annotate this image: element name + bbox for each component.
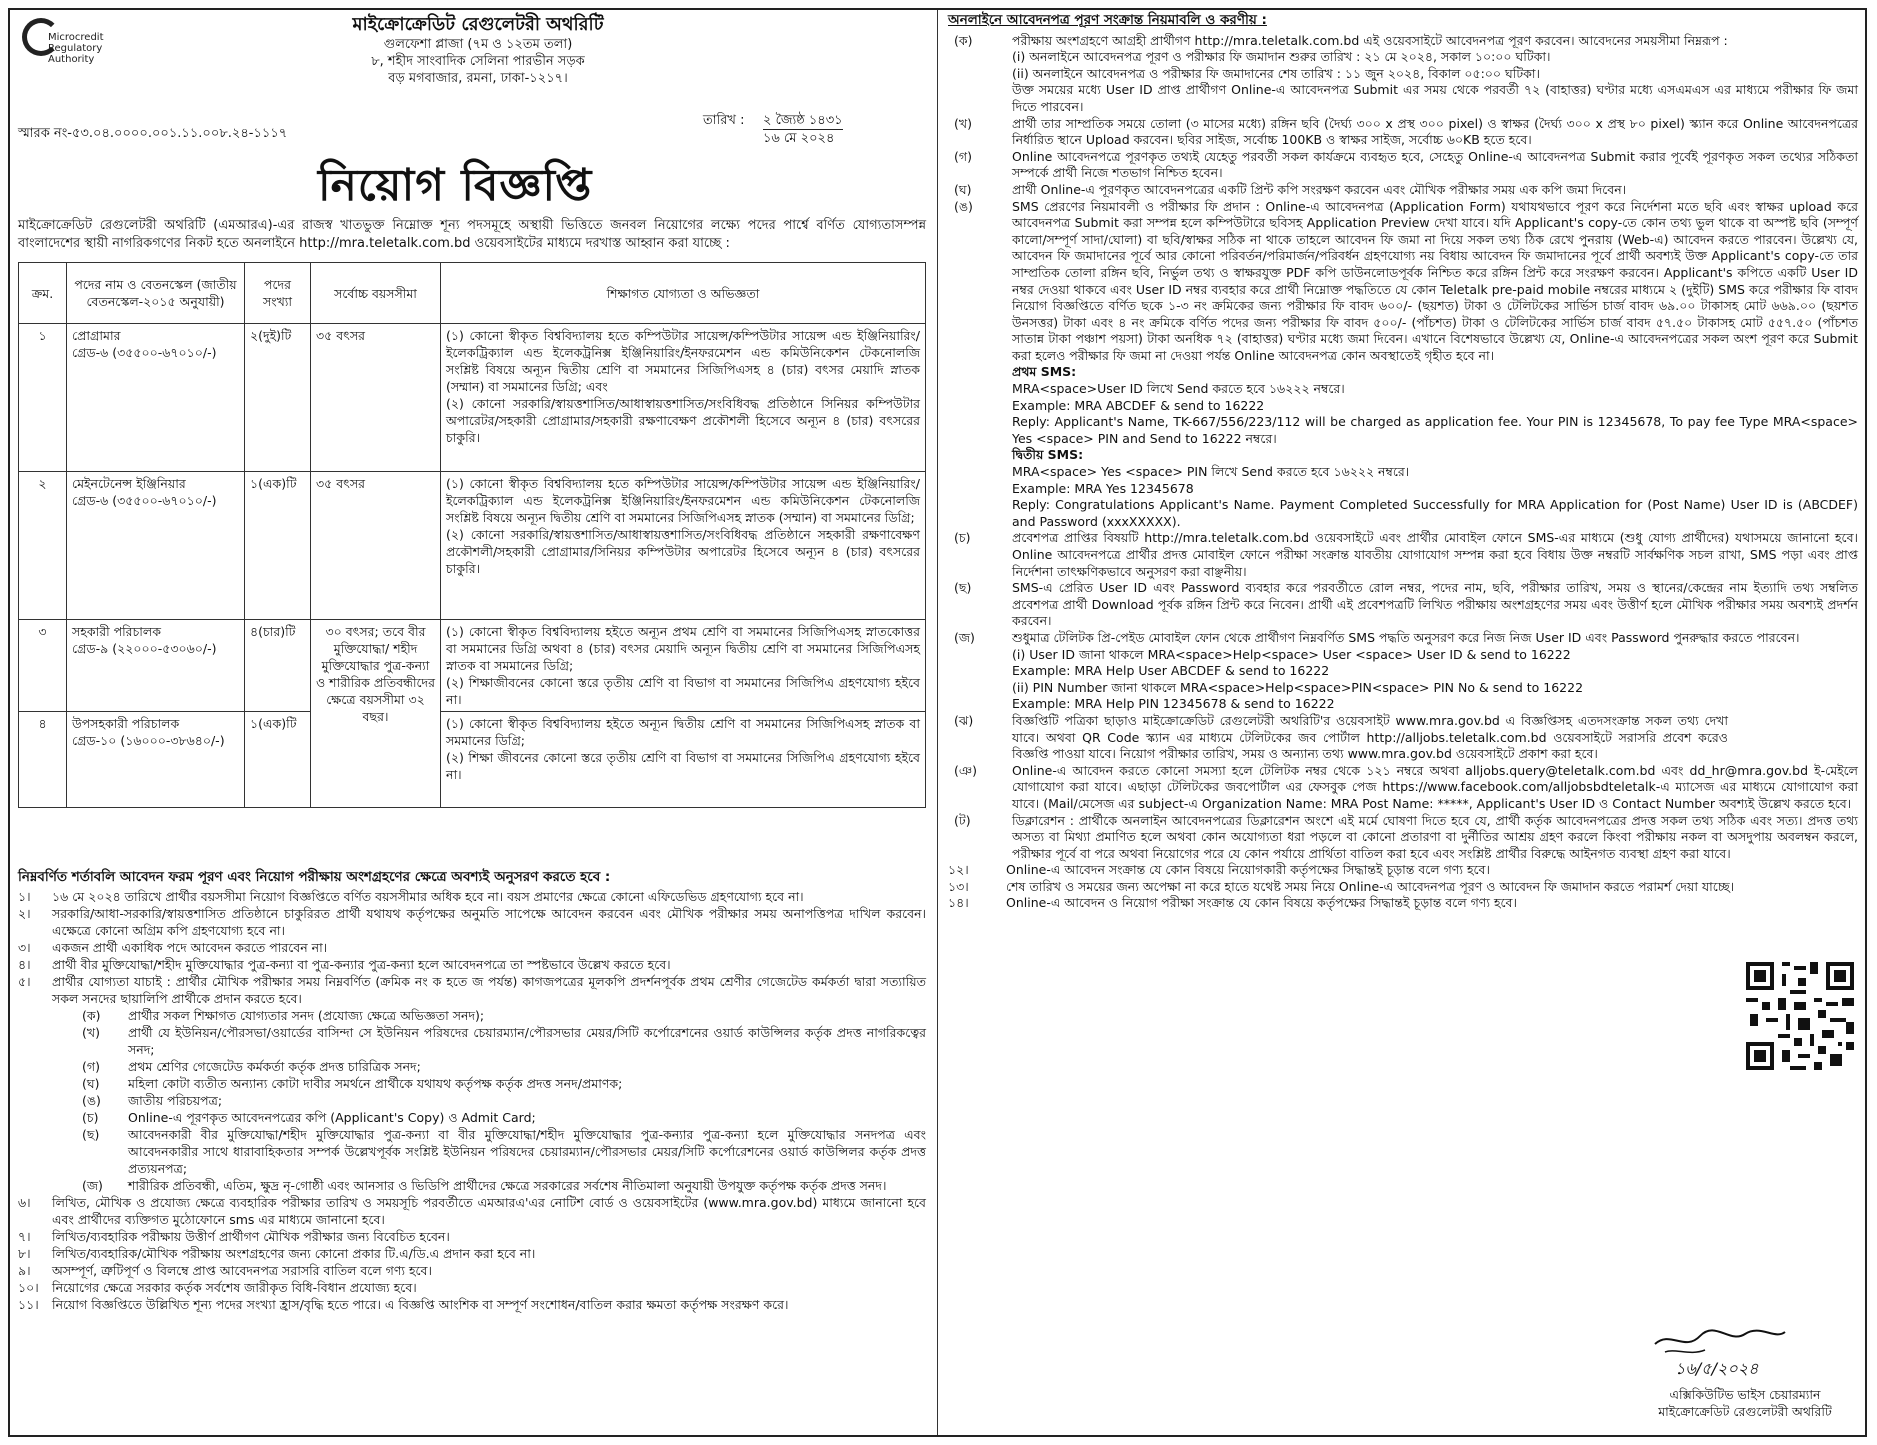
list-item: ১৩। শেষ তারিখ ও সময়ের জন্য অপেক্ষা না করে হাতে যথেষ্ট সময় নিয়ে Online-এ আবেদনপত্র পূরণ ও আবেদন ফি জমাদান করতে পরামর্শ দেয়া যাচ্ছে। bbox=[948, 878, 1735, 894]
list-item: ১২। Online-এ আবেদন সংক্রান্ত যে কোন বিষয়ে নিয়োগকারী কর্তৃপক্ষের সিদ্ধান্তই চূড়ান্ত বলে গণ্য হবে। bbox=[948, 862, 1490, 878]
address-line-2: ৮, শহীদ সাংবাদিক সেলিনা পারভীন সড়ক bbox=[371, 54, 585, 69]
cell-count: ৪(চার)টি bbox=[245, 620, 311, 712]
posts-table bbox=[18, 262, 926, 808]
list-item: ১। ১৬ মে ২০২৪ তারিখে প্রার্থীর বয়সসীমা নিয়োগ বিজ্ঞপ্তিতে বর্ণিত বয়সসীমার অধিক হবে না। বয়স প্রমাণের ক্ষেত্রে কোনো এফিডেভিড গ্রহণযোগ্য হবে না। bbox=[18, 889, 804, 904]
org-name: মাইক্রোক্রেডিট রেগুলেটরী অথরিটি bbox=[352, 14, 604, 35]
list-item: ৯। অসম্পূর্ণ, ত্রুটিপূর্ণ ও বিলম্বে প্রাপ্ত আবেদনপত্র সরাসরি বাতিল বলে গণ্য হবে। bbox=[18, 1263, 432, 1278]
rule-item: (ছ) SMS-এ প্রেরিত User ID এবং Password ব্যবহার করে পরবর্তীতে রোল নম্বর, পদের নাম, ছবি, পরীক্ষার তারিখ, সময় ও স্থানের/কেন্দ্রের নাম ইত্যাদি তথ্য সম্বলিত প্রবেশপত্র প্রার্থী Download পূর্বক রঙ্গিন প্রিন্ট করে নিবেন। প্রার্থী এই প্রবেশপত্রটি লিখিত পরীক্ষায় অংশগ্রহণের সময় এবং উত্তীর্ণ হলে মৌখিক পরীক্ষার সময় অবশ্যই প্রদর্শন করবেন। bbox=[954, 580, 1858, 629]
conditions-title: নিম্নবর্ণিত শর্তাবলি আবেদন ফরম পূরণ এবং নিয়োগ পরীক্ষায় অংশগ্রহণের ক্ষেত্রে অবশ্যই অনুসরণ করতে হবে : bbox=[18, 869, 611, 885]
address-line-3: বড় মগবাজার, রমনা, ঢাকা-১২১৭। bbox=[388, 71, 568, 86]
header-qualification: শিক্ষাগত যোগ্যতা ও অভিজ্ঞতা bbox=[441, 263, 926, 324]
cell-qualification: (১) কোনো স্বীকৃত বিশ্ববিদ্যালয় হতে কম্পিউটার সায়েন্স/কম্পিউটার সায়েন্স এন্ড ইঞ্জিনিয়ারিং/ইলেকট্রিক্যাল এন্ড ইলেকট্রনিক্স ইঞ্জিনিয়ারিং/ইনফরমেশন এন্ড কমিউনিকেশন টেকনোলজি সংশ্লিষ্ট বিষয়ে অন্যূন দ্বিতীয় শ্রেণি বা সমমানের সিজিপিএসহ ৪ (চার) বৎসর মেয়াদি স্নাতক (সম্মান) বা সমমানের ডিগ্রি; এবং (২) কোনো সরকারি/স্বায়ত্তশাসিত/আধাস্বায়ত্তশাসিত/সংবিধিবদ্ধ প্রতিষ্ঠানে সিনিয়র কম্পিউটার অপারেটর/সহকারী প্রোগ্রামার/সহকারী রক্ষণাবেক্ষণ প্রকৌশলী হিসেবে অন্যূন ৪ (চার) বৎসরের চাকুরি। bbox=[441, 324, 926, 472]
list-item: ৬। লিখিত, মৌখিক ও প্রযোজ্য ক্ষেত্রে ব্যবহারিক পরীক্ষার তারিখ ও সময়সূচি পরবর্তীতে এমআরএ'এর নোটিশ বোর্ড ও ওয়েবসাইটের (www.mra.gov.bd) মাধ্যমে জানানো হবে এবং প্রার্থীদের ব্যক্তিগত মুঠোফোনে sms এর মাধ্যমে জানানো হবে। bbox=[18, 1195, 926, 1227]
second-sms-title: দ্বিতীয় SMS: bbox=[1012, 447, 1084, 463]
cell-qualification: (১) কোনো স্বীকৃত বিশ্ববিদ্যালয় হইতে অন্যূন দ্বিতীয় শ্রেণি বা সমমানের সিজিপিএসহ স্নাতক বা সমমানের ডিগ্রি; (২) শিক্ষা জীবনের কোনো স্তরে তৃতীয় শ্রেণি বা বিভাগ বা সমমানের সিজিপিএ গ্রহণযোগ্য হইবে না। bbox=[441, 712, 926, 808]
table-row bbox=[19, 712, 926, 808]
sub-list-item: (ছ) আবেদনকারী বীর মুক্তিযোদ্ধা/শহীদ মুক্তিযোদ্ধার পুত্র-কন্যা বা বীর মুক্তিযোদ্ধা/শহীদ মুক্তিযোদ্ধার পুত্র-কন্যার পুত্র-কন্যা হলে মুক্তিযোদ্ধার সনদপত্র এবং আবেদনকারীর সাথে ধারাবাহিকতার সম্পর্ক উল্লেখপূর্বক সংশ্লিষ্ট ইউনিয়ন পরিষদের চেয়ারম্যান/পৌরসভার মেয়র/সিটি কর্পোরেশনের ওয়ার্ড কাউন্সিলর কর্তৃক প্রদত্ত প্রত্যয়নপত্র; bbox=[82, 1127, 926, 1176]
sub-list-item: (চ) Online-এ পূরণকৃত আবেদনপত্রের কপি (Applicant's Copy) ও Admit Card; bbox=[82, 1110, 536, 1125]
cell-age: ৩৫ বৎসর bbox=[311, 472, 441, 620]
list-item: ৮। লিখিত/ব্যবহারিক/মৌখিক পরীক্ষায় অংশগ্রহণের জন্য কোনো প্রকার টি.এ/ডি.এ প্রদান করা হবে না। bbox=[18, 1246, 536, 1261]
cell-serial: ২ bbox=[19, 472, 67, 620]
date-label: তারিখ : bbox=[703, 113, 745, 128]
list-item: ১৪। Online-এ আবেদন ও নিয়োগ পরীক্ষা সংক্রান্ত যে কোন বিষয়ে কর্তৃপক্ষের সিদ্ধান্তই চূড়ান্ত বলে গণ্য হবে। bbox=[948, 895, 1517, 911]
header-count: পদের সংখ্যা bbox=[245, 263, 311, 324]
cell-serial: ৪ bbox=[19, 712, 67, 808]
cell-serial: ১ bbox=[19, 324, 67, 472]
page-title: নিয়োগ বিজ্ঞপ্তি bbox=[318, 160, 593, 211]
address-line-1: গুলফেশা প্লাজা (৭ম ও ১২তম তলা) bbox=[383, 37, 573, 52]
sub-list-item: (ক) প্রার্থীর সকল শিক্ষাগত যোগ্যতার সনদ (প্রযোজ্য ক্ষেত্রে অভিজ্ঞতা সনদ); bbox=[82, 1008, 485, 1023]
header-post: পদের নাম ও বেতনস্কেল (জাতীয় বেতনস্কেল-২০১৫ অনুযায়ী) bbox=[67, 263, 245, 324]
rule-item: (ক) পরীক্ষায় অংশগ্রহণে আগ্রহী প্রার্থীগণ http://mra.teletalk.com.bd এই ওয়েবসাইটে আবেদনপত্র পূরণ করবেন। আবেদনের সময়সীমা নিম্নরূপ : (i) অনলাইনে আবেদনপত্র পূরণ ও পরীক্ষার ফি জমাদান শুরুর তারিখ : ২১ মে ২০২৪, সকাল ১০:০০ ঘটিকা। (ii) অনলাইনে আবেদনপত্র ও পরীক্ষার ফি জমাদানের শেষ তারিখ : ১১ জুন ২০২৪, বিকাল ০৫:০০ ঘটিকা। উক্ত সময়ের মধ্যে User ID প্রাপ্ত প্রার্থীগণ Online-এ আবেদনপত্র Submit এর সময় থেকে পরবর্তী ৭২ (বাহাত্তর) ঘণ্টার মধ্যে এসএমএস এর মাধ্যমে পরীক্ষার ফি জমা দিতে পারবেন। bbox=[954, 32, 1858, 114]
conditions-list bbox=[18, 888, 926, 1313]
cell-qualification: (১) কোনো স্বীকৃত বিশ্ববিদ্যালয় হইতে অন্যূন প্রথম শ্রেণি বা সমমানের সিজিপিএসহ স্নাতকোত্তর বা সমমানের ডিগ্রি অথবা ৪ (চার) বৎসর মেয়াদি অন্যূন দ্বিতীয় শ্রেণি বা সমমানের সিজিপিএসহ স্নাতক বা সমমানের ডিগ্রি; (২) শিক্ষাজীবনের কোনো স্তরে তৃতীয় শ্রেণি বা বিভাগ বা সমমানের সিজিপিএ গ্রহণযোগ্য হইবে না। bbox=[441, 620, 926, 712]
list-item: ৭। লিখিত/ব্যবহারিক পরীক্ষায় উত্তীর্ণ প্রার্থীগণ মৌখিক পরীক্ষার জন্য বিবেচিত হবেন। bbox=[18, 1229, 450, 1244]
table-row bbox=[19, 324, 926, 472]
rule-item: (ট) ডিক্লারেশন : প্রার্থীকে অনলাইন আবেদনপত্রের ডিক্লারেশন অংশে এই মর্মে ঘোষণা দিতে হবে যে, প্রার্থী কর্তৃক আবেদনপত্রের প্রদত্ত সকল তথ্য সঠিক এবং সত্য। প্রদত্ত তথ্য অসত্য বা মিথ্যা প্রমাণিত হলে অথবা কোন অযোগ্যতা ধরা পড়লে বা কোনো প্রতারণা বা দুর্নীতির আশ্রয় গ্রহণ করলে কিংবা পরীক্ষায় নকল বা অসদুপায় অবলম্বন করলে, পরীক্ষার পূর্বে বা পরে অথবা নিয়োগের পরে যে কোন পর্যায়ে প্রার্থিতা বাতিল করা হবে এবং সংশ্লিষ্ট প্রার্থীর বিরুদ্ধে আইনগত ব্যবস্থা গ্রহণ করা যাবে। bbox=[954, 812, 1858, 861]
online-rules-title: অনলাইনে আবেদনপত্র পূরণ সংক্রান্ত নিয়মাবলি ও করণীয় : bbox=[948, 12, 1267, 28]
signature-date: ১৬/৫/২০২৪ bbox=[1675, 1359, 1759, 1378]
qr-code-icon[interactable] bbox=[1742, 958, 1858, 1074]
mra-logo bbox=[18, 14, 138, 94]
rule-item: (ঞ) Online-এ আবেদন করতে কোনো সমস্যা হলে টেলিটক নম্বর থেকে ১২১ নম্বরে অথবা alljobs.query@teletalk.com.bd এবং dd_hr@mra.gov.bd ই-মেইলে যোগাযোগ করা যাবে। এছাড়া টেলিটকের জবপোর্টাল এর ফেসবুক পেজ https://www.facebook.com/alljobsbdteletalk-এ ম্যাসেজ এর মাধ্যমে যোগাযোগ করা যাবে। (Mail/মেসেজ এর subject-এ Organization Name: MRA Post Name: *****, Applicant's User ID ও Contact Number অবশ্যই উল্লেখ করতে হবে। bbox=[954, 762, 1858, 811]
date-english: ১৬ মে ২০২৪ bbox=[763, 129, 843, 147]
right-column bbox=[948, 12, 1858, 912]
signatory-block bbox=[1630, 1386, 1860, 1420]
list-item: ৩। একজন প্রার্থী একাধিক পদে আবেদন করতে পারবেন না। bbox=[18, 940, 328, 955]
cell-age: ৩০ বৎসর; তবে বীর মুক্তিযোদ্ধা/ শহীদ মুক্তিযোদ্ধার পুত্র-কন্যা ও শারীরিক প্রতিবন্ধীদের ক্ষেত্রে বয়সসীমা ৩২ বছর। bbox=[311, 620, 441, 808]
cell-post: প্রোগ্রামার গ্রেড-৬ (৩৫৫০০-৬৭০১০/-) bbox=[67, 324, 245, 472]
list-item: ৪। প্রার্থী বীর মুক্তিযোদ্ধা/শহীদ মুক্তিযোদ্ধার পুত্র-কন্যা বা পুত্র-কন্যার পুত্র-কন্যা হলে আবেদনপত্রে তা স্পষ্টভাবে উল্লেখ করতে হবে। bbox=[18, 957, 671, 972]
rule-item: (জ) শুধুমাত্র টেলিটক প্রি-পেইড মোবাইল ফোন থেকে প্রার্থীগণ নিম্নবর্ণিত SMS পদ্ধতি অনুসরণ করে নিজ নিজ User ID এবং Password পুনরুদ্ধার করতে পারবেন। (i) User ID জানা থাকলে MRA<space>Help<space> User <space> User ID & send to 16222 Example: MRA Help User ABCDEF & send to 16222 (ii) PIN Number জানা থাকলে MRA<space>Help<space>PIN<space> PIN No & send to 16222 Example: MRA Help PIN 12345678 & send to 16222 bbox=[954, 629, 1800, 712]
date-bangla: ২ জ্যৈষ্ঠ ১৪৩১ bbox=[763, 113, 843, 128]
cell-count: ২(দুই)টি bbox=[245, 324, 311, 472]
cell-count: ১(এক)টি bbox=[245, 712, 311, 808]
signatory-title: এক্সিকিউটিভ ভাইস চেয়ারম্যান bbox=[1669, 1387, 1821, 1402]
cell-serial: ৩ bbox=[19, 620, 67, 712]
table-row bbox=[19, 472, 926, 620]
rule-item: (ঘ) প্রার্থী Online-এ পূরণকৃত আবেদনপত্রের একটি প্রিন্ট কপি সংরক্ষণ করবেন এবং মৌখিক পরীক্ষার সময় এক কপি জমা দিবেন। bbox=[954, 181, 1627, 197]
header-serial: ক্রম. bbox=[19, 263, 67, 324]
list-item: ১০। নিয়োগের ক্ষেত্রে সরকার কর্তৃক সর্বশেষ জারীকৃত বিধি-বিধান প্রযোজ্য হবে। bbox=[18, 1280, 417, 1295]
header-age: সর্বোচ্চ বয়সসীমা bbox=[311, 263, 441, 324]
sub-list-item: (গ) প্রথম শ্রেণির গেজেটেড কর্মকর্তা কর্তৃক প্রদত্ত চারিত্রিক সনদ; bbox=[82, 1059, 421, 1074]
signature-image bbox=[1645, 1322, 1795, 1382]
list-item: ২। সরকারি/আধা-সরকারি/স্বায়ত্তশাসিত প্রতিষ্ঠানে চাকুরিরত প্রার্থী যথাযথ কর্তৃপক্ষের অনুমতি সাপেক্ষে আবেদন করবেন এবং মৌখিক পরীক্ষার সময় অনাপত্তিপত্র দাখিল করবেন। এক্ষেত্রে কোনো অগ্রিম কপি গ্রহণযোগ্য হবে না। bbox=[18, 906, 926, 938]
cell-qualification: (১) কোনো স্বীকৃত বিশ্ববিদ্যালয় হতে কম্পিউটার সায়েন্স/কম্পিউটার সায়েন্স এন্ড ইঞ্জিনিয়ারিং/ইলেকট্রিক্যাল এন্ড ইলেকট্রনিক্স ইঞ্জিনিয়ারিং/ইনফরমেশন এন্ড কমিউনিকেশন টেকনোলজি সংশ্লিষ্ট বিষয়ে অন্যূন দ্বিতীয় শ্রেণি বা সমমানের সিজিপিএসহ স্নাতক (সম্মান) বা সমমানের ডিগ্রি; (২) কোনো সরকারি/স্বায়ত্তশাসিত/আধাস্বায়ত্তশাসিত/সংবিধিবদ্ধ প্রতিষ্ঠানে সহকারী রক্ষণাবেক্ষণ প্রকৌশলী/সহকারী প্রোগ্রামার/সিনিয়র কম্পিউটার অপারেটর হিসেবে অন্যূন ৪ (চার) বৎসরের চাকুরি। bbox=[441, 472, 926, 620]
sub-list-item: (জ) শারীরিক প্রতিবন্ধী, এতিম, ক্ষুদ্র নৃ-গোষ্ঠী এবং আনসার ও ভিডিপি প্রার্থীদের ক্ষেত্রে সরকারের সর্বশেষ নীতিমালা অনুযায়ী উপযুক্ত কর্তৃপক্ষ কর্তৃক প্রদত্ত সনদ। bbox=[82, 1178, 887, 1193]
cell-count: ১(এক)টি bbox=[245, 472, 311, 620]
list-item: ৫। প্রার্থীর যোগ্যতা যাচাই : প্রার্থীর মৌখিক পরীক্ষার সময় নিম্নবর্ণিত (ক্রমিক নং ক হতে জ পর্যন্ত) কাগজপত্রের মূলকপি প্রদর্শনপূর্বক প্রথম শ্রেণীর গেজেটেড কর্মকর্তা দ্বারা সত্যায়িত সকল সনদের ছায়ালিপি প্রার্থীকে প্রদান করতে হবে। bbox=[18, 974, 926, 1006]
table-header-row bbox=[19, 263, 926, 324]
rule-item: (খ) প্রার্থী তার সাম্প্রতিক সময়ে তোলা (৩ মাসের মধ্যে) রঙ্গিন ছবি (দৈর্ঘ্য ৩০০ x প্রস্থ ৩০০ pixel) ও স্বাক্ষর (দৈর্ঘ্য ৩০০ x প্রস্থ ৮০ pixel) স্ক্যান করে Online আবেদনপত্রের নির্ধারিত স্থানে Upload করবেন। ছবির সাইজ, সর্বোচ্চ 100KB ও স্বাক্ষর সাইজ, সর্বোচ্চ ৬০KB হতে হবে। bbox=[954, 115, 1858, 148]
list-item: ১১। নিয়োগ বিজ্ঞপ্তিতে উল্লিখিত শূন্য পদের সংখ্যা হ্রাস/বৃদ্ধি হতে পারে। এ বিজ্ঞপ্তি আংশিক বা সম্পূর্ণ সংশোধন/বাতিল করার ক্ষমতা কর্তৃপক্ষ সংরক্ষণ করে। bbox=[18, 1297, 789, 1312]
cell-age: ৩৫ বৎসর bbox=[311, 324, 441, 472]
rule-item: (চ) প্রবেশপত্র প্রাপ্তির বিষয়টি http://mra.teletalk.com.bd ওয়েবসাইটে এবং প্রার্থীর মোবাইল ফোনে SMS-এর মাধ্যমে (শুধু যোগ্য প্রার্থীদের) যথাসময়ে জানানো হবে। Online আবেদনপত্রে প্রার্থীর প্রদত্ত মোবাইল ফোনে পরীক্ষা সংক্রান্ত যাবতীয় যোগাযোগ সম্পন্ন করা হবে বিধায় উক্ত নম্বরটি সার্বক্ষণিক সচল রাখা, SMS পড়া এবং প্রাপ্ত নির্দেশনা তাৎক্ষণিকভাবে অনুসরণ করা বাঞ্ছনীয়। bbox=[954, 530, 1858, 579]
signatory-org: মাইক্রোক্রেডিট রেগুলেটরী অথরিটি bbox=[1658, 1404, 1832, 1419]
cell-post: সহকারী পরিচালক গ্রেড-৯ (২২০০০-৫৩০৬০/-) bbox=[67, 620, 245, 712]
letterhead bbox=[198, 14, 758, 87]
first-sms-title: প্রথম SMS: bbox=[1012, 364, 1077, 380]
cell-post: উপসহকারী পরিচালক গ্রেড-১০ (১৬০০০-৩৮৬৪০/-) bbox=[67, 712, 245, 808]
rule-item: (গ) Online আবেদনপত্রে পূরণকৃত তথ্যই যেহেতু পরবর্তী সকল কার্যক্রমে ব্যবহৃত হবে, সেহেতু Online-এ আবেদনপত্র Submit করার পূর্বেই পূরণকৃত সকল তথ্যের সঠিকতা সম্পর্কে প্রার্থী নিজে শতভাগ নিশ্চিত হবেন। bbox=[954, 148, 1858, 181]
intro-paragraph: মাইক্রোক্রেডিট রেগুলেটরী অথরিটি (এমআরএ)-এর রাজস্ব খাতভুক্ত নিম্নোক্ত শূন্য পদসমূহে অস্থায়ী ভিত্তিতে জনবল নিয়োগের লক্ষ্যে পদের পার্শ্বে বর্ণিত যোগ্যতাসম্পন্ন বাংলাদেশের স্থায়ী নাগরিকগণের নিকট হতে অনলাইনে http://mra.teletalk.com.bd ওয়েবসাইটের মাধ্যমে দরখাস্ত আহ্বান করা যাচ্ছে : bbox=[18, 218, 926, 251]
column-divider bbox=[937, 10, 938, 1435]
memo-number: স্মারক নং-৫৩.০৪.০০০০.০০১.১১.০০৮.২৪-১১১৭ bbox=[18, 126, 288, 141]
sub-list-item: (ঙ) জাতীয় পরিচয়পত্র; bbox=[82, 1093, 223, 1108]
rule-item: (ঙ) SMS প্রেরণের নিয়মাবলী ও পরীক্ষার ফি প্রদান : Online-এ আবেদনপত্র (Application Form) যথাযথভাবে পূরণ করে নির্দেশনা মতে ছবি এবং স্বাক্ষর upload করে আবেদনপত্র Submit করা সম্পন্ন হলে কম্পিউটারে ছবিসহ Application Preview দেখা যাবে। যদি Applicant's copy-তে কোন তথ্য ভুল থাকে বা অস্পষ্ট ছবি (সম্পূর্ণ কালো/সম্পূর্ণ সাদা/ঘোলা) বা ছবি/স্বাক্ষর সঠিক না থাকে তাহলে আবেদন ফি জমা না দিয়ে সকল তথ্য ঠিক রেখে পুনরায় (Web-এ) আবেদন করতে পারবেন। উল্লেখ্য যে, আবেদন ফি জমাদানের পূর্বে আর কোনো পরিবর্তন/পরিমার্জন/পরিবর্ধন গ্রহণযোগ্য নয় বিধায় আবেদন ফি জমাদানের পূর্বে প্রার্থী অবশ্যই উক্ত Applicant's copy-তে তার সাম্প্রতিক তোলা রঙ্গিন ছবি, নির্ভুল তথ্য ও স্বাক্ষরযুক্ত PDF কপি ডাউনলোডপূর্বক নিশ্চিত করে রঙ্গিন প্রিন্ট করে সংরক্ষণ করবেন। Applicant's কপিতে একটি User ID নম্বর দেওয়া থাকবে এবং User ID নম্বর ব্যবহার করে প্রার্থী নিম্নোক্ত পদ্ধতিতে যে কোন Teletalk pre-paid mobile নম্বরের মাধ্যমে ২ (দুইটি) SMS করে পরীক্ষার ফি বাবদ নিয়োগ বিজ্ঞপ্তিতে বর্ণিত ছকে ১-৩ নং ক্রমিকের জন্য পরীক্ষার ফি বাবদ ৬০০/- (ছয়শত) টাকা ও টেলিটকের সার্ভিস চার্জ বাবদ ৬৯.০০ টাকাসহ মোট ৬৬৯.০০ (ছয়শত উনসত্তর) টাকা এবং ৪ নং ক্রমিকে বর্ণিত পদের জন্য পরীক্ষার ফি বাবদ ৫০০/- (পাঁচশত) টাকা ও টেলিটকের সার্ভিস চার্জ বাবদ ৫৭.৫০ টাকাসহ মোট ৫৫৭.৫০ (পাঁচশত সাতান্ন টাকা পঞ্চাশ পয়সা) টাকা অনধিক ৭২ (বাহাত্তর) ঘণ্টার মধ্যে জমা দিবেন। এখানে বিশেষভাবে উল্লেখ্য যে, Online-এ আবেদনপত্রের সকল অংশ পূরণ করে Submit করা হলেও পরীক্ষার ফি জমা না দেওয়া পর্যন্ত Online আবেদনপত্র কোন অবস্থাতেই গৃহীত হবে না। প্রথম SMS: MRA<space>User ID লিখে Send করতে হবে ১৬২২২ নম্বরে। Example: MRA ABCDEF & send to 16222 Reply: Applicant's Name, TK-667/556/223/112 will be charged as application fee. Your PIN is 12345678, To pay fee Type MRA<space> Yes <space> PIN and Send to 16222 নম্বরে। দ্বিতীয় SMS: MRA<space> Yes <space> PIN লিখে Send করতে হবে ১৬২২২ নম্বরে। Example: MRA Yes 12345678 Reply: Congratulations Applicant's Name. Payment Completed Successfully for MRA Application for (Post Name) User ID is (ABCDEF) and Password (xxxXXXXX). bbox=[954, 198, 1858, 529]
rule-item: (ঝ) বিজ্ঞপ্তিটি পত্রিকা ছাড়াও মাইক্রোক্রেডিট রেগুলেটরী অথরিটি'র ওয়েবসাইট www.mra.gov.bd এ বিজ্ঞপ্তিসহ এতদসংক্রান্ত সকল তথ্য দেখা যাবে। অথবা QR Code স্ক্যান এর মাধ্যমে টেলিটকের জব পোর্টাল http://alljobs.teletalk.com.bd ওয়েবসাইটে সরাসরি প্রবেশ করেও বিজ্ঞপ্তি পাওয়া যাবে। নিয়োগ পরীক্ষার তারিখ, সময় ও অন্যান্য তথ্য www.mra.gov.bd ওয়েবসাইটে প্রকাশ করা হবে। bbox=[954, 712, 1728, 762]
sub-list-item: (খ) প্রার্থী যে ইউনিয়ন/পৌরসভা/ওয়ার্ডের বাসিন্দা সে ইউনিয়ন পরিষদের চেয়ারম্যান/পৌরসভার মেয়র/সিটি কর্পোরেশনের ওয়ার্ড কাউন্সিলর কর্তৃক প্রদত্ত নাগরিকত্বের সনদ; bbox=[82, 1025, 926, 1057]
sub-list-item: (ঘ) মহিলা কোটা ব্যতীত অন্যান্য কোটা দাবীর সমর্থনে প্রার্থীকে যথাযথ কর্তৃপক্ষ কর্তৃক প্রদত্ত সনদ/প্রমাণক; bbox=[82, 1076, 623, 1091]
table-row bbox=[19, 620, 926, 712]
cell-post: মেইনটেনেন্স ইঞ্জিনিয়ার গ্রেড-৬ (৩৫৫০০-৬৭০১০/-) bbox=[67, 472, 245, 620]
date-block bbox=[703, 112, 843, 147]
logo-text: Microcredit Regulatory Authority bbox=[48, 32, 104, 65]
